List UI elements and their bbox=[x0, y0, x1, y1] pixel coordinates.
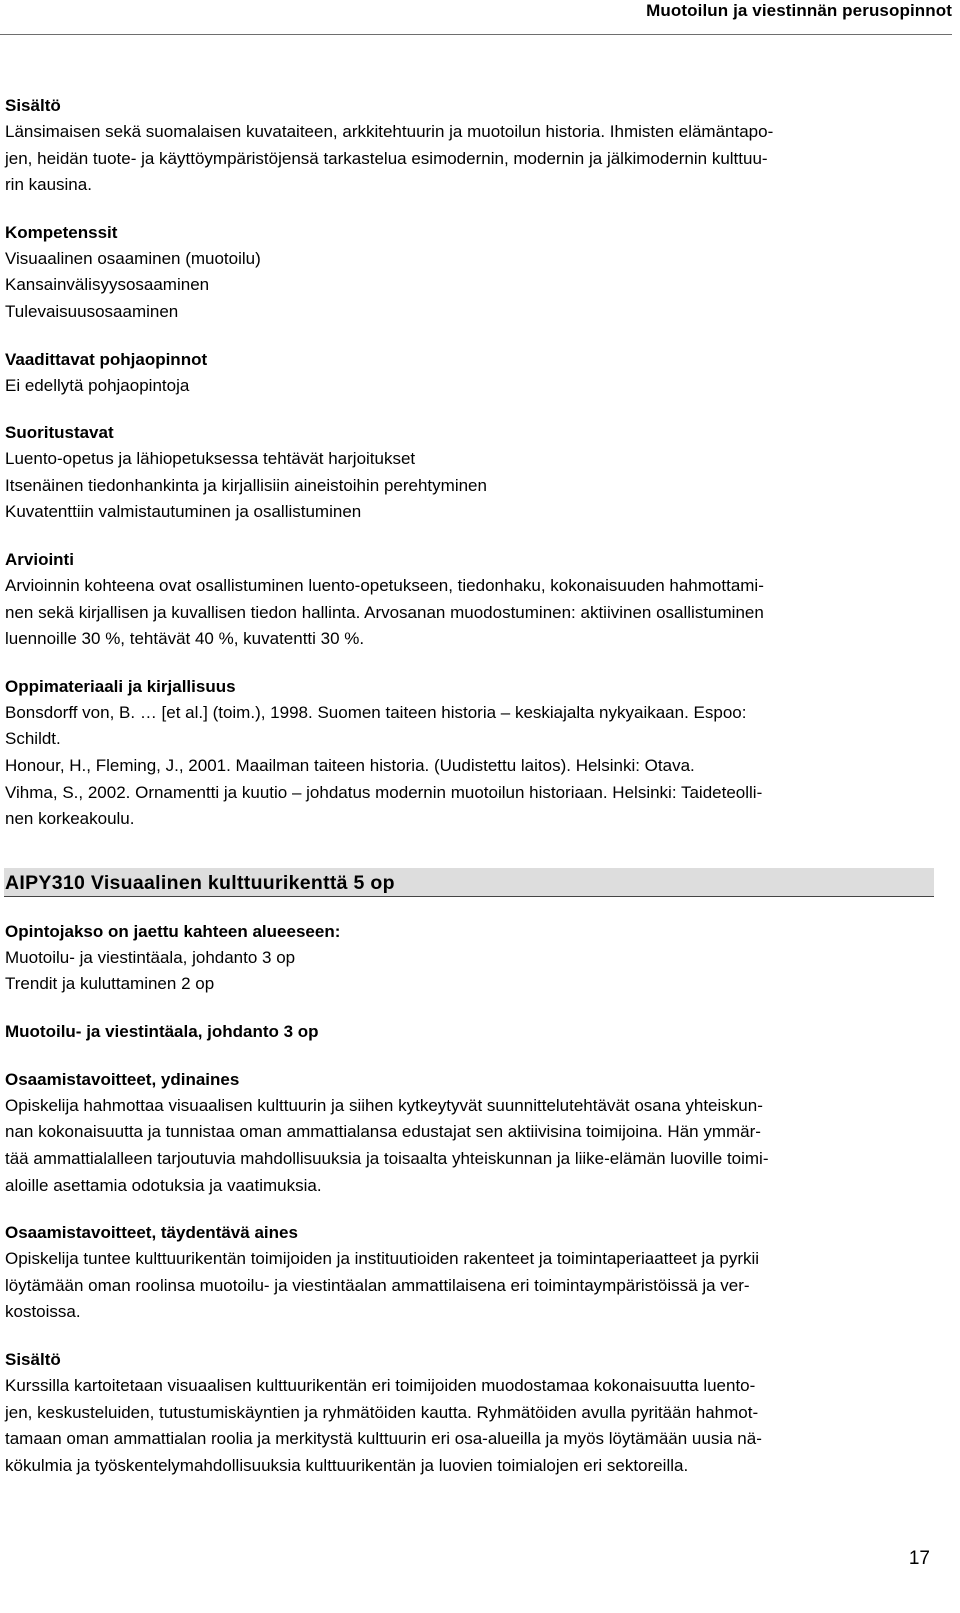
paragraph-line: Kurssilla kartoitetaan visuaalisen kulttuurikentän eri toimijoiden muodostamaa kokonaisuutta luento- bbox=[5, 1376, 756, 1396]
section-oppimateriaali bbox=[5, 674, 935, 833]
list-line: Itsenäinen tiedonhankinta ja kirjallisiin aineistoihin perehtyminen bbox=[5, 475, 487, 495]
list-line: Muotoilu- ja viestintäala, johdanto 3 op bbox=[5, 947, 296, 967]
paragraph-line: löytämään oman roolinsa muotoilu- ja viestintäalan ammattilaisena eri toimintaympäristöissä ja ver- bbox=[5, 1275, 750, 1295]
list-line: Ei edellytä pohjaopintoja bbox=[5, 375, 190, 395]
list-line: Kansainvälisyysosaaminen bbox=[5, 275, 210, 295]
section-kompetenssit bbox=[5, 220, 935, 326]
section-jaettu bbox=[5, 919, 935, 998]
section-heading: Osaamistavoitteet, täydentävä aines bbox=[5, 1223, 298, 1243]
paragraph-line: kostoissa. bbox=[5, 1302, 81, 1322]
paragraph-line: tää ammattialalleen tarjoutuvia mahdollisuuksia ja toisaalta yhteiskunnan ja liike-elämän luoville toimi- bbox=[5, 1149, 769, 1169]
paragraph-line: kökulmia ja työskentelymahdollisuuksia kulttuurikentän ja luovien toimialojen eri sektoreilla. bbox=[5, 1455, 689, 1475]
list-line: Trendit ja kuluttaminen 2 op bbox=[5, 974, 215, 994]
section-ydinaines bbox=[5, 1067, 935, 1199]
paragraph-line: Arvioinnin kohteena ovat osallistuminen luento-opetukseen, tiedonhaku, kokonaisuuden hahmottami- bbox=[5, 575, 764, 595]
paragraph-line: Länsimaisen sekä suomalaisen kuvataiteen, arkkitehtuurin ja muotoilun historia. Ihmisten elämäntapo- bbox=[5, 122, 774, 141]
reference-line: nen korkeakoulu. bbox=[5, 809, 135, 829]
paragraph-line: jen, keskusteluiden, tutustumiskäyntien ja ryhmätöiden kautta. Ryhmätöiden avulla pyritään hahmot- bbox=[5, 1402, 759, 1422]
reference-line: Schildt. bbox=[5, 729, 61, 749]
header-title: Muotoilun ja viestinnän perusopinnot bbox=[646, 1, 952, 20]
section-suoritustavat bbox=[5, 420, 935, 526]
paragraph-line: jen, heidän tuote- ja käyttöympäristöjensä tarkastelua esimodernin, modernin ja jälkimodernin kulttuu- bbox=[5, 148, 768, 168]
section-taydentava bbox=[5, 1220, 935, 1326]
subcourse-heading: Muotoilu- ja viestintäala, johdanto 3 op bbox=[5, 1021, 319, 1041]
section-heading: Oppimateriaali ja kirjallisuus bbox=[5, 676, 236, 696]
section-heading: Sisältö bbox=[5, 1350, 61, 1370]
course-title-bar: AIPY310 Visuaalinen kulttuurikenttä 5 op bbox=[4, 868, 934, 897]
list-line: Tulevaisuusosaaminen bbox=[5, 301, 179, 321]
section-heading: Suoritustavat bbox=[5, 423, 114, 443]
reference-line: Honour, H., Fleming, J., 2001. Maailman taiteen historia. (Uudistettu laitos). Helsinki: Otava. bbox=[5, 755, 695, 775]
section-pohjaopinnot bbox=[5, 347, 935, 400]
section-heading: Kompetenssit bbox=[5, 222, 118, 242]
section-arviointi bbox=[5, 547, 935, 653]
document-body bbox=[5, 93, 935, 1479]
list-line: Kuvatenttiin valmistautuminen ja osallistuminen bbox=[5, 502, 362, 522]
section-heading: Opintojakso on jaettu kahteen alueeseen: bbox=[5, 921, 341, 941]
paragraph-line: nan kokonaisuutta ja tunnistaa oman ammattialansa edustajat sen aktiivisina toimijoina. Hän ymmär- bbox=[5, 1122, 761, 1142]
list-line: Visuaalinen osaaminen (muotoilu) bbox=[5, 248, 261, 268]
paragraph-line: luennoille 30 %, tehtävät 40 %, kuvatentti 30 %. bbox=[5, 629, 365, 649]
page-header bbox=[0, 0, 952, 34]
paragraph-line: Opiskelija hahmottaa visuaalisen kulttuurin ja siihen kytkeytyvät suunnittelutehtävät osana yhteiskun- bbox=[5, 1095, 763, 1115]
paragraph-line: aloille asettamia odotuksia ja vaatimuksia. bbox=[5, 1175, 322, 1195]
section-sisalto bbox=[5, 93, 935, 199]
section-heading: Sisältö bbox=[5, 96, 61, 115]
paragraph-line: nen sekä kirjallisen ja kuvallisen tiedon hallinta. Arvosanan muodostuminen: aktiivinen osallistuminen bbox=[5, 602, 764, 622]
list-line: Luento-opetus ja lähiopetuksessa tehtävät harjoitukset bbox=[5, 449, 416, 469]
section-heading: Arviointi bbox=[5, 549, 74, 569]
section-heading: Vaadittavat pohjaopinnot bbox=[5, 349, 208, 369]
section-heading: Osaamistavoitteet, ydinaines bbox=[5, 1069, 240, 1089]
section-course-sisalto bbox=[5, 1347, 935, 1479]
reference-line: Bonsdorff von, B. … [et al.] (toim.), 1998. Suomen taiteen historia – keskiajalta nykyaikaan. Espoo: bbox=[5, 702, 747, 722]
page-number: 17 bbox=[908, 1548, 930, 1569]
paragraph-line: rin kausina. bbox=[5, 175, 92, 195]
reference-line: Vihma, S., 2002. Ornamentti ja kuutio – johdatus modernin muotoilun historiaan. Helsinki: Taideteolli- bbox=[5, 782, 763, 802]
paragraph-line: Opiskelija tuntee kulttuurikentän toimijoiden ja instituutioiden rakenteet ja toimintaperiaatteet ja pyrkii bbox=[5, 1249, 760, 1269]
paragraph-line: tamaan oman ammattialan roolia ja merkitystä kulttuurin eri osa-alueilla ja myös löytämään uusia nä- bbox=[5, 1429, 762, 1449]
header-rule bbox=[0, 34, 952, 35]
